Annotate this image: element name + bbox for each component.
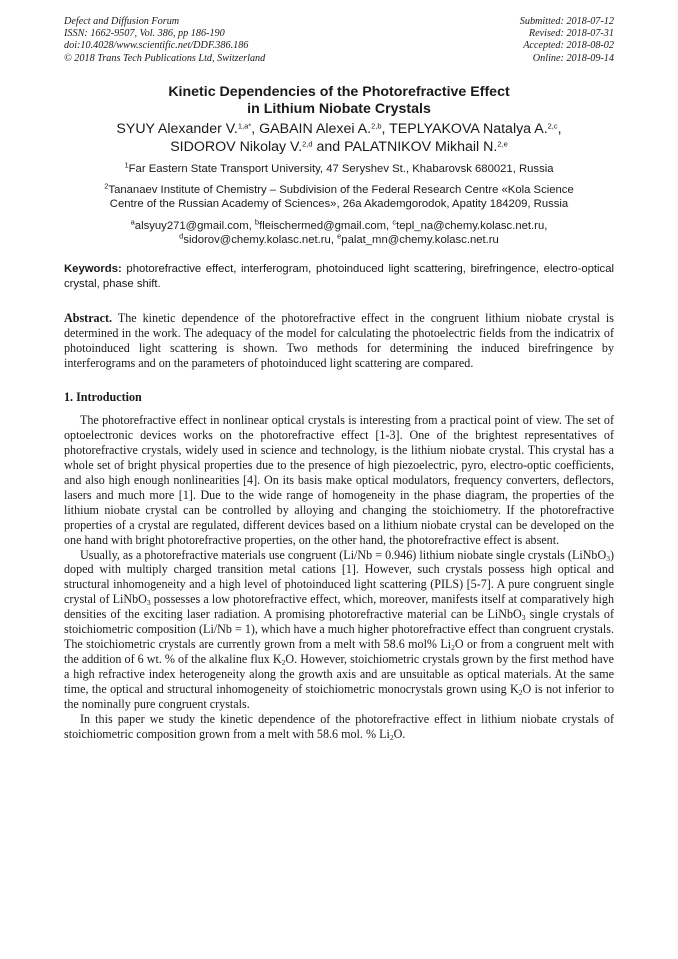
email-e[interactable]: palat_mn@chemy.kolasc.net.ru xyxy=(341,234,499,246)
affiliation-1-text: Far Eastern State Transport University, 47 Seryshev St., Khabarovsk 680021, Russia xyxy=(128,162,554,175)
email-e-marker: e xyxy=(337,231,342,241)
p2-text-3: possesses a low photorefractive effect, which, moreover, manifests itself at comparatively high densities of the exciting laser radiation. A promising photorefractive material can be LiNbO xyxy=(64,592,614,622)
author-emails xyxy=(64,219,614,248)
intro-paragraph-3 xyxy=(64,712,614,742)
title-line-2: in Lithium Niobate Crystals xyxy=(247,100,431,117)
abstract-label: Abstract. xyxy=(64,311,113,326)
author-palatnikov-sup: 2,e xyxy=(497,139,508,149)
keywords-text: photorefractive effect, interferogram, photoinduced light scattering, birefringence, electro-optical crystal, phase shift. xyxy=(64,263,614,290)
author-teplyakova: , TEPLYAKOVA Natalya A. xyxy=(381,120,548,137)
p2-sub-1: 3 xyxy=(606,553,610,563)
email-c[interactable]: tepl_na@chemy.kolasc.net.ru, xyxy=(396,219,548,232)
author-list xyxy=(64,120,614,156)
author-palatnikov: and PALATNIKOV Mikhail N. xyxy=(312,138,498,155)
emails-line-2 xyxy=(64,233,614,247)
author-teplyakova-sup: 2,c xyxy=(547,121,558,131)
p3-text-1: In this paper we study the kinetic dependence of the photorefractive effect in lithium niobate crystals of stoichiometric composition grown from a melt with 58.6 mol. % Li xyxy=(64,711,614,741)
email-b[interactable]: fleischermed@gmail.com, xyxy=(259,219,393,232)
email-d-marker: d xyxy=(179,231,184,241)
p2-sub-2: 3 xyxy=(146,598,151,608)
email-c-marker: c xyxy=(392,217,397,227)
keywords-label: Keywords: xyxy=(64,263,122,276)
intro-paragraph-1: The photorefractive effect in nonlinear optical crystals is interesting from a practical point of view. The set of optoelectronic devices works on the photorefractive effect [1-3]. One of the brightest representatives of photorefractive crystals, widely used in science and technology, is the lithium niobate crystal. This crystal has a whole set of bright physical properties due to the presence of high piezoelectric, pyro, electro-optic coefficients, and also high enough nonlinearities [4]. On its basis make optical modulators, frequency converters, deflectors, lasers and much more [1]. Due to the wide range of homogeneity in the phase diagram, the properties of the lithium niobate crystal can be controlled by alloying and changing the stoichiometry. If the photorefractive properties of a crystal are regulated, different devices based on a lithium niobate crystal can be developed on the one hand with bright photorefractive properties, on the other hand, the photorefractive effect is absent. xyxy=(64,412,614,547)
p2-text-4: single crystals of stoichiometric composition (Li/Nb = 1), which have a much higher photorefractive effect than congruent crystals. The stoichiometric crystals are currently grown from a melt with 58.6 mol% Li xyxy=(64,607,615,652)
p2-sub-6: 2 xyxy=(518,688,523,698)
journal-issn: ISSN: 1662-9507, Vol. 386, pp 186-190 xyxy=(64,28,225,40)
p2-sub-4: 2 xyxy=(451,643,455,653)
publication-dates xyxy=(520,16,614,65)
date-submitted: Submitted: 2018-07-12 xyxy=(519,16,614,27)
p2-text-5: O or from a congruent melt with the addition of 6 wt. % of the alkaline flux K xyxy=(64,637,614,667)
email-b-marker: b xyxy=(254,217,260,227)
p2-sub-3: 3 xyxy=(521,613,526,623)
affiliation-2 xyxy=(64,183,614,212)
journal-header xyxy=(64,16,614,65)
author-sidorov: SIDOROV Nikolay V. xyxy=(170,138,303,155)
date-online: Online: 2018-09-14 xyxy=(532,52,614,64)
author-line-2 xyxy=(64,138,614,156)
email-a-marker: a xyxy=(130,217,135,227)
date-revised: Revised: 2018-07-31 xyxy=(528,28,614,40)
author-line-1 xyxy=(64,120,614,138)
author-sidorov-sup: 2,d xyxy=(302,139,313,149)
journal-doi: doi:10.4028/www.scientific.net/DDF.386.186 xyxy=(64,40,249,52)
p2-text-1: Usually, as a photorefractive materials use congruent (Li/Nb = 0.946) lithium niobate single crystals (LiNbO xyxy=(80,547,607,562)
journal-name: Defect and Diffusion Forum xyxy=(64,16,180,27)
author-gabain-sup: 2,b xyxy=(371,121,382,131)
intro-paragraph-2 xyxy=(64,548,614,712)
email-d[interactable]: sidorov@chemy.kolasc.net.ru, xyxy=(183,234,338,246)
author-syuy: SYUY Alexander V. xyxy=(116,120,238,137)
p2-text-7: O is not inferior to the nominally pure congruent crystals. xyxy=(64,682,614,712)
author-syuy-sup: 1,a* xyxy=(237,121,252,131)
p2-text-6: O. However, stoichiometric crystals grown by the first method have a high refractive index heterogeneity along the growth axis and are unsuitable as optical materials. At the same time, the optical and structural inhomogeneity of stoichiometric monocrystals grown using K xyxy=(64,652,614,697)
keywords-block xyxy=(64,262,614,291)
p2-text-2: ) doped with multiply charged transition metal cations [1]. However, such crystals possess high optical and structural inhomogeneity and a high level of photoinduced light scattering (PILS) [5-7]. A pure congruent single crystal of LiNbO xyxy=(64,547,614,607)
affiliation-2-marker: 2 xyxy=(104,181,109,191)
p3-text-2: O. xyxy=(393,726,406,741)
affiliation-2-line-1 xyxy=(64,183,614,197)
paper-page xyxy=(64,16,614,742)
section-heading-introduction: 1. Introduction xyxy=(64,389,142,404)
affiliation-1-marker: 1 xyxy=(124,160,129,170)
abstract-block xyxy=(64,311,614,371)
p3-sub-1: 2 xyxy=(389,732,394,742)
journal-info xyxy=(64,16,265,65)
author-separator: , xyxy=(557,120,562,137)
affiliation-2-line-2: Centre of the Russian Academy of Sciences», 26a Akademgorodok, Apatity 184209, Russia xyxy=(109,198,569,211)
author-gabain: , GABAIN Alexei A. xyxy=(251,120,372,137)
p2-sub-5: 2 xyxy=(281,658,286,668)
paper-title xyxy=(64,84,614,118)
abstract-text: The kinetic dependence of the photorefractive effect in the congruent lithium niobate crystal is determined in the work. The adequacy of the model for calculating the photoelectric fields from the indicatrix of photoinduced light scattering is shown. Two methods for determining the induced birefringence by interferograms and on the parameters of photoinduced light scattering are compared. xyxy=(64,311,614,371)
affiliation-1 xyxy=(64,162,614,176)
title-line-1: Kinetic Dependencies of the Photorefractive Effect xyxy=(168,83,510,100)
journal-copyright: © 2018 Trans Tech Publications Ltd, Switzerland xyxy=(64,52,266,64)
affiliation-2-text-1: Tananaev Institute of Chemistry – Subdivision of the Federal Research Centre «Kola Science xyxy=(108,184,574,197)
email-a[interactable]: alsyuy271@gmail.com, xyxy=(134,219,255,232)
date-accepted: Accepted: 2018-08-02 xyxy=(523,40,614,52)
